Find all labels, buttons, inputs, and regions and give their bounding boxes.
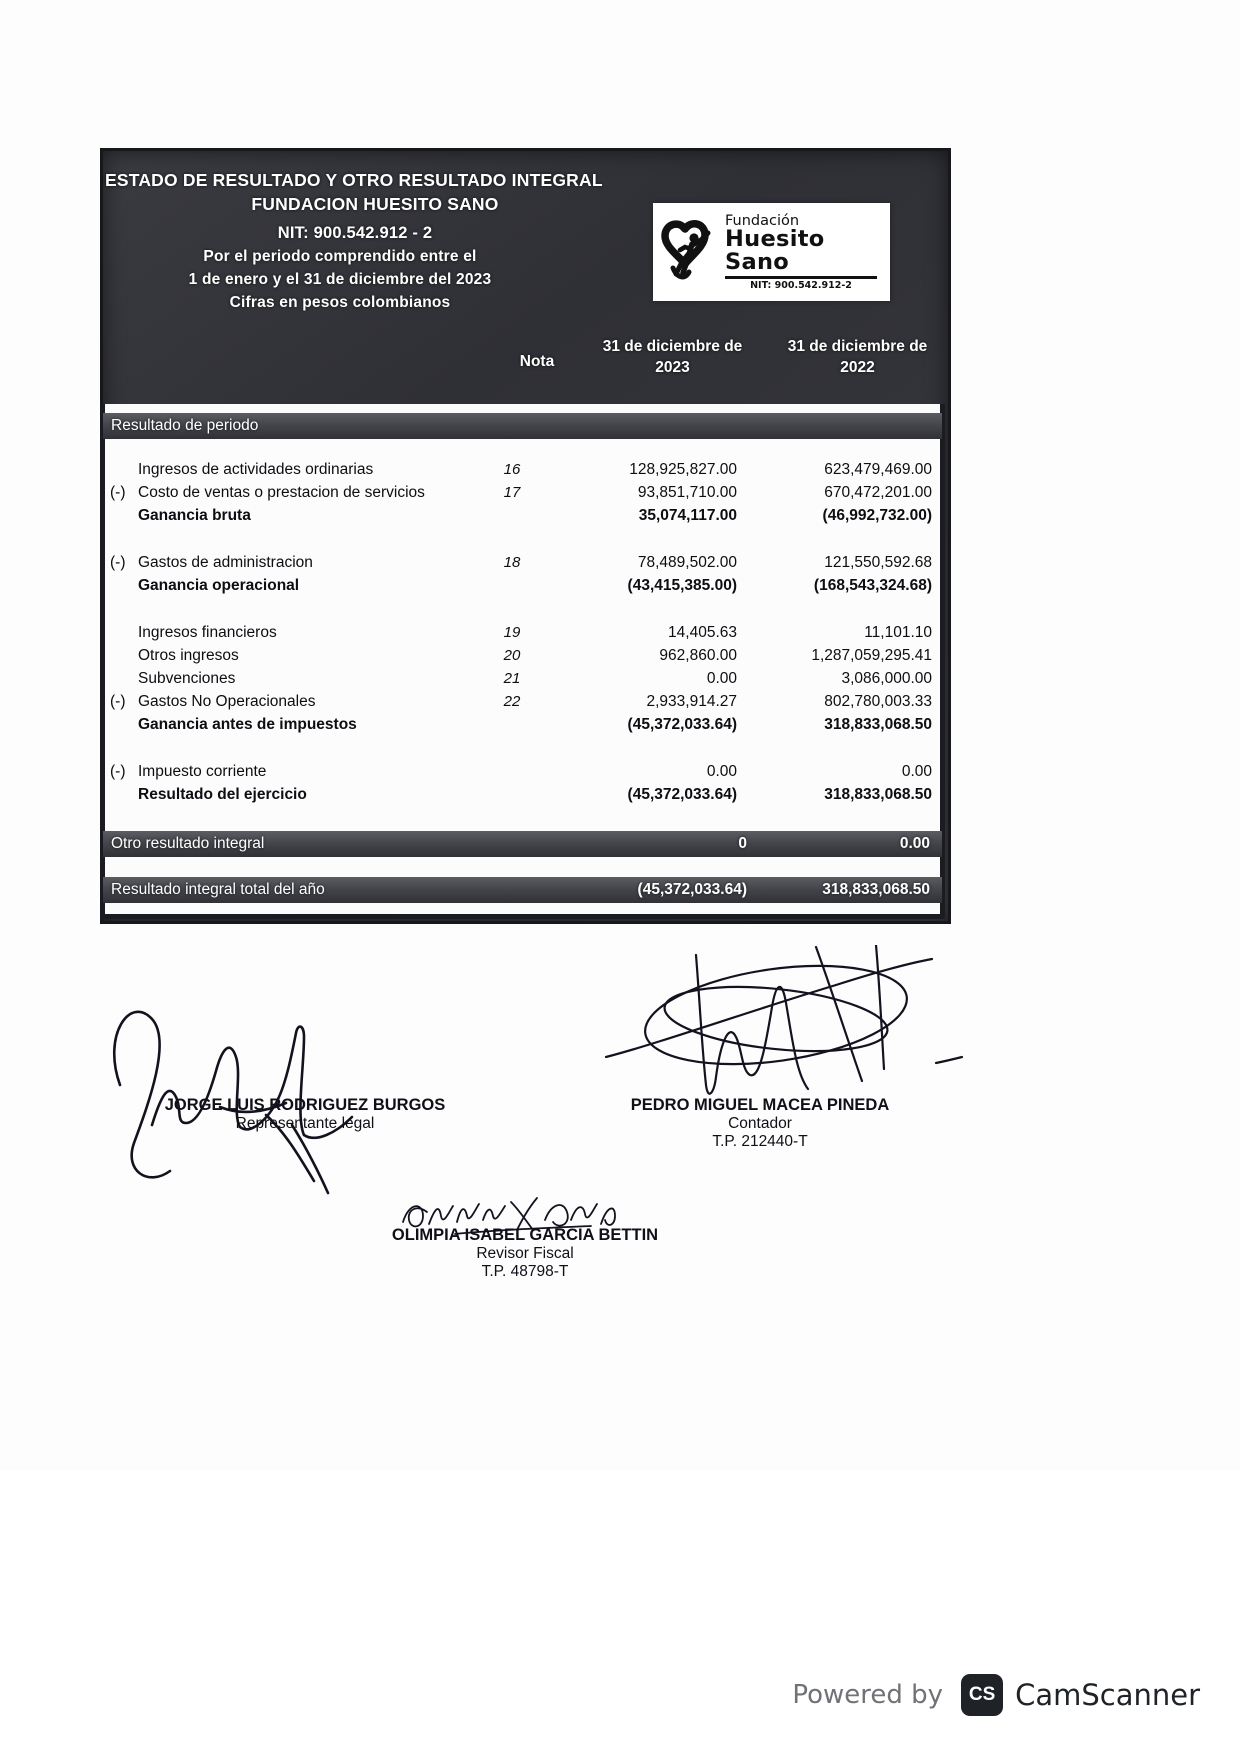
section-banner-resultado-integral-total [103,877,942,903]
row-value-2022: 318,833,068.50 [824,715,932,733]
section-label: Resultado de periodo [111,417,259,434]
table-row [110,551,938,574]
column-header-nota: Nota [519,353,555,370]
row-value-2023: 78,489,502.00 [637,553,737,571]
other-integral-2022: 0.00 [899,835,930,852]
signature-ink-representante-legal [90,975,510,1195]
other-integral-label: Otro resultado integral [111,835,265,852]
table-row [110,621,938,644]
period-line-1: Por el periodo comprendido entre el [203,248,477,265]
section-banner-resultado-periodo [103,413,942,439]
row-value-2023: 0.00 [706,669,737,687]
row-label: Gastos de administracion [138,553,313,571]
row-nota: 16 [503,461,521,478]
currency-note: Cifras en pesos colombianos [229,294,451,311]
row-label: Costo de ventas o prestacion de servicios [138,483,425,501]
table-row [110,690,938,713]
row-value-2022: 121,550,592.68 [824,553,932,571]
row-label: Ingresos financieros [138,623,277,641]
row-value-2023: (43,415,385.00) [627,576,737,594]
row-value-2023: 14,405.63 [668,623,737,641]
row-nota: 21 [503,670,521,687]
row-value-2022: 1,287,059,295.41 [811,646,932,664]
row-value-2022: (46,992,732.00) [822,506,932,524]
row-value-2022: 11,101.10 [864,623,932,641]
signature-name: PEDRO MIGUEL MACEA PINEDA [630,1096,890,1114]
row-nota: 20 [503,647,521,664]
row-value-2022: 670,472,201.00 [824,483,932,501]
row-sign: (-) [110,692,126,710]
logo-underline [725,276,877,279]
table-row [110,458,938,481]
row-nota: 19 [503,624,521,641]
row-label: Ganancia bruta [138,506,251,524]
signature-role: Representante legal [235,1115,375,1132]
row-value-2022: 802,780,003.33 [824,692,932,710]
column-header-2022-line2: 2022 [840,358,875,376]
section-banner-otro-resultado-integral [103,831,942,857]
organization-nit: NIT: 900.542.912 - 2 [277,224,433,242]
row-label: Ganancia operacional [138,576,300,594]
row-value-2023: (45,372,033.64) [627,715,737,733]
row-sign: (-) [110,553,126,571]
row-nota: 18 [503,554,521,571]
row-value-2022: 623,479,469.00 [824,460,932,478]
powered-by-label: Powered by [792,1680,944,1710]
row-value-2022: 318,833,068.50 [824,785,932,803]
other-integral-2023: 0 [738,835,747,852]
signature-name: JORGE LUIS RODRIGUEZ BURGOS [164,1096,446,1114]
table-row [110,644,938,667]
signature-block-revisor-fiscal [330,1226,720,1281]
logo-line-1: Fundación [725,212,800,229]
row-value-2023: (45,372,033.64) [627,785,737,803]
heart-running-figure-icon [661,216,723,288]
row-label: Resultado del ejercicio [138,785,307,803]
table-row [110,760,938,783]
organization-logo [653,203,890,301]
total-integral-2023: (45,372,033.64) [637,881,747,898]
row-value-2023: 128,925,827.00 [629,460,737,478]
table-row [110,667,938,690]
row-value-2023: 962,860.00 [659,646,737,664]
row-value-2023: 93,851,710.00 [637,483,737,501]
row-nota: 17 [503,484,521,501]
row-value-2022: (168,543,324.68) [813,576,932,594]
row-value-2023: 2,933,914.27 [646,692,737,710]
row-label: Ganancia antes de impuestos [138,715,357,733]
row-sign: (-) [110,483,126,501]
row-label: Gastos No Operacionales [138,692,316,710]
signature-name: OLIMPIA ISABEL GARCIA BETTIN [391,1226,659,1244]
table-row [110,481,938,504]
row-label: Impuesto corriente [138,762,267,780]
signature-block-representante-legal [110,1096,500,1133]
column-header-2023-line1: 31 de diciembre de [602,338,743,355]
total-integral-2022: 318,833,068.50 [822,881,930,898]
column-header-2023-line2: 2023 [655,358,690,376]
column-header-2022-line1: 31 de diciembre de [787,338,928,355]
row-value-2023: 0.00 [706,762,737,780]
row-value-2023: 35,074,117.00 [638,506,737,524]
organization-name: FUNDACION HUESITO SANO [251,194,499,214]
table-row [110,504,938,527]
page-title: ESTADO DE RESULTADO Y OTRO RESULTADO INTEGRAL [105,170,603,190]
logo-line-2: Huesito Sano [725,226,825,275]
table-row [110,713,938,736]
row-label: Otros ingresos [138,646,239,664]
table-row [110,574,938,597]
camscanner-brand: CamScanner [1015,1678,1200,1712]
row-value-2022: 0.00 [901,762,932,780]
frame-border-bottom [100,914,945,919]
signature-tp: T.P. 48798-T [481,1263,569,1280]
logo-nit: NIT: 900.542.912-2 [750,279,852,291]
signature-tp: T.P. 212440-T [712,1133,808,1150]
row-sign: (-) [110,762,126,780]
period-line-2: 1 de enero y el 31 de diciembre del 2023 [188,271,492,288]
signature-block-contador [590,1096,930,1151]
column-header-2023 [575,337,770,378]
table-row [110,783,938,806]
column-header-2022 [760,337,955,378]
camscanner-footer [0,1635,1240,1755]
row-label: Subvenciones [138,669,236,687]
signature-role: Revisor Fiscal [476,1245,574,1262]
total-integral-label: Resultado integral total del año [111,881,325,898]
camscanner-badge-icon: CS [961,1674,1003,1716]
signature-role: Contador [728,1115,792,1132]
row-value-2022: 3,086,000.00 [841,669,932,687]
row-label: Ingresos de actividades ordinarias [138,460,374,478]
row-nota: 22 [503,693,521,710]
